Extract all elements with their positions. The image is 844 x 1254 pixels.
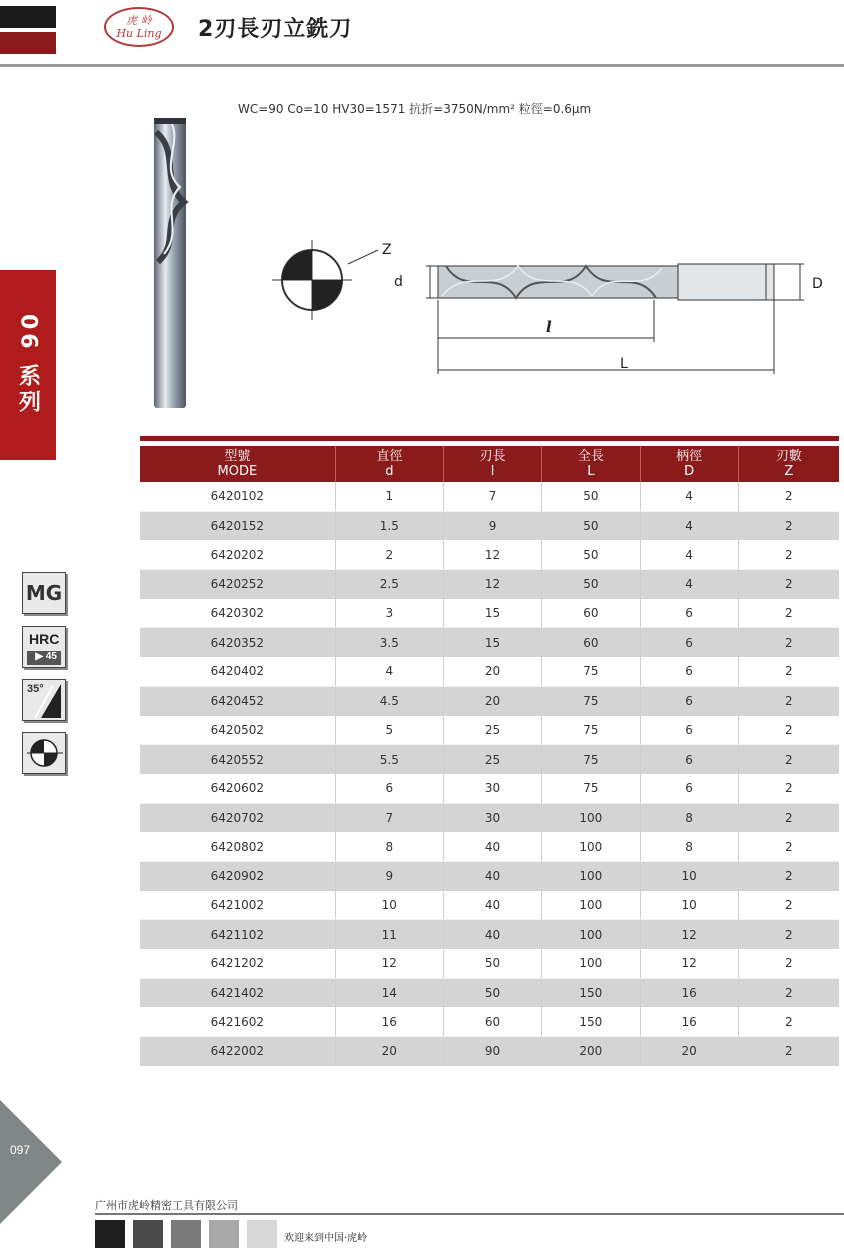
table-cell: 6420402 <box>140 657 335 686</box>
table-cell: 20 <box>335 1037 443 1066</box>
table-row <box>140 920 839 949</box>
table-cell: 40 <box>443 832 541 861</box>
table-cell: 12 <box>443 570 541 599</box>
hrc-value: ▶ 45 <box>27 651 61 665</box>
table-header-row <box>140 446 839 482</box>
table-cell: 25 <box>443 716 541 745</box>
table-cell: 6420902 <box>140 861 335 890</box>
table-cell: 6421102 <box>140 920 335 949</box>
table-row <box>140 1007 839 1036</box>
brand-logo <box>104 7 174 47</box>
table-cell: 6420102 <box>140 482 335 511</box>
table-cell: 6420552 <box>140 745 335 774</box>
label-big-l: L <box>620 356 628 372</box>
table-cell: 11 <box>335 920 443 949</box>
spec-table <box>140 446 839 1066</box>
hrc-label: HRC <box>29 631 60 647</box>
table-row <box>140 774 839 803</box>
table-cell: 2 <box>738 628 839 657</box>
table-cell: 2 <box>738 745 839 774</box>
end-view-icon <box>272 240 378 320</box>
table-cell: 20 <box>443 686 541 715</box>
table-cell: 16 <box>335 1007 443 1036</box>
table-cell: 6420802 <box>140 832 335 861</box>
table-cell: 2 <box>738 861 839 890</box>
table-cell: 100 <box>542 803 640 832</box>
table-cell: 9 <box>443 511 541 540</box>
table-cell: 7 <box>443 482 541 511</box>
table-cell: 8 <box>640 803 738 832</box>
page-number: 097 <box>10 1143 31 1157</box>
table-cell: 2 <box>738 832 839 861</box>
table-cell: 12 <box>443 540 541 569</box>
table-cell: 4 <box>640 570 738 599</box>
side-view-icon <box>426 264 804 374</box>
series-label: 06 系列 <box>15 313 41 417</box>
table-cell: 2 <box>738 774 839 803</box>
table-cell: 2 <box>738 686 839 715</box>
table-cell: 6421002 <box>140 891 335 920</box>
table-cell: 14 <box>335 978 443 1007</box>
swatch-3 <box>171 1220 201 1248</box>
table-cell: 200 <box>542 1037 640 1066</box>
table-row <box>140 570 839 599</box>
col-header-flute-length: 刃長 l <box>443 446 541 482</box>
table-cell: 15 <box>443 599 541 628</box>
header-black-bar <box>0 6 56 28</box>
table-cell: 6420302 <box>140 599 335 628</box>
table-cell: 60 <box>542 599 640 628</box>
table-cell: 1.5 <box>335 511 443 540</box>
table-cell: 9 <box>335 861 443 890</box>
table-cell: 6421202 <box>140 949 335 978</box>
table-cell: 75 <box>542 657 640 686</box>
table-cell: 6421602 <box>140 1007 335 1036</box>
table-cell: 6 <box>640 745 738 774</box>
swatch-1 <box>95 1220 125 1248</box>
table-cell: 50 <box>542 540 640 569</box>
table-cell: 30 <box>443 803 541 832</box>
company-name: 广州市虎岭精密工具有限公司 <box>95 1199 238 1212</box>
table-row <box>140 540 839 569</box>
table-cell: 100 <box>542 832 640 861</box>
series-tab <box>0 270 56 460</box>
header-divider <box>0 64 844 67</box>
table-row <box>140 861 839 890</box>
table-row <box>140 628 839 657</box>
table-row <box>140 1037 839 1066</box>
table-row <box>140 978 839 1007</box>
table-cell: 50 <box>542 570 640 599</box>
table-cell: 60 <box>443 1007 541 1036</box>
logo-latin: Hu Ling <box>116 27 162 40</box>
table-cell: 6 <box>640 628 738 657</box>
table-cell: 6420602 <box>140 774 335 803</box>
table-cell: 5.5 <box>335 745 443 774</box>
table-cell: 150 <box>542 1007 640 1036</box>
table-cell: 2 <box>738 657 839 686</box>
table-cell: 12 <box>640 949 738 978</box>
table-cell: 16 <box>640 978 738 1007</box>
table-cell: 2 <box>738 570 839 599</box>
col-header-shank: 柄徑 D <box>640 446 738 482</box>
table-cell: 8 <box>335 832 443 861</box>
label-big-d: D <box>812 276 823 292</box>
table-row <box>140 716 839 745</box>
material-spec: WC=90 Co=10 HV30=1571 抗折=3750N/mm² 粒徑=0.6μm <box>238 102 592 116</box>
table-cell: 1 <box>335 482 443 511</box>
table-cell: 6420252 <box>140 570 335 599</box>
table-cell: 75 <box>542 686 640 715</box>
table-cell: 2 <box>738 978 839 1007</box>
table-cell: 20 <box>443 657 541 686</box>
table-cell: 6 <box>640 716 738 745</box>
table-row <box>140 949 839 978</box>
table-cell: 4.5 <box>335 686 443 715</box>
table-cell: 2 <box>738 949 839 978</box>
hrc-hardness-icon <box>22 626 66 668</box>
table-row <box>140 891 839 920</box>
footer-divider <box>95 1213 844 1215</box>
table-cell: 4 <box>335 657 443 686</box>
dimension-drawing <box>266 228 826 378</box>
table-row <box>140 599 839 628</box>
table-cell: 2 <box>738 920 839 949</box>
table-cell: 4 <box>640 482 738 511</box>
table-cell: 6420702 <box>140 803 335 832</box>
table-cell: 6 <box>640 657 738 686</box>
swatch-5 <box>247 1220 277 1248</box>
table-cell: 8 <box>640 832 738 861</box>
table-cell: 75 <box>542 716 640 745</box>
col-header-flutes: 刃數 Z <box>738 446 839 482</box>
table-cell: 6 <box>640 599 738 628</box>
table-cell: 6420202 <box>140 540 335 569</box>
swatch-2 <box>133 1220 163 1248</box>
page-title: 2刃長刃立銑刀 <box>198 17 353 42</box>
table-cell: 100 <box>542 920 640 949</box>
table-cell: 6421402 <box>140 978 335 1007</box>
table-cell: 10 <box>335 891 443 920</box>
table-cell: 6 <box>335 774 443 803</box>
table-cell: 50 <box>542 511 640 540</box>
table-cell: 5 <box>335 716 443 745</box>
table-cell: 90 <box>443 1037 541 1066</box>
table-row <box>140 511 839 540</box>
label-small-d: d <box>394 274 403 290</box>
table-cell: 25 <box>443 745 541 774</box>
table-cell: 12 <box>640 920 738 949</box>
table-cell: 6420452 <box>140 686 335 715</box>
table-cell: 7 <box>335 803 443 832</box>
table-cell: 6420502 <box>140 716 335 745</box>
table-cell: 6 <box>640 686 738 715</box>
table-cell: 2 <box>738 1037 839 1066</box>
table-cell: 20 <box>640 1037 738 1066</box>
table-cell: 10 <box>640 891 738 920</box>
table-cell: 2 <box>738 803 839 832</box>
table-cell: 60 <box>542 628 640 657</box>
table-cell: 40 <box>443 891 541 920</box>
page-corner <box>0 1100 62 1224</box>
mg-label: MG <box>25 581 63 605</box>
table-row <box>140 482 839 511</box>
table-cell: 15 <box>443 628 541 657</box>
table-cell: 6 <box>640 774 738 803</box>
table-cell: 100 <box>542 949 640 978</box>
helix-angle-icon <box>22 679 66 721</box>
table-cell: 2 <box>738 1007 839 1036</box>
table-cell: 12 <box>335 949 443 978</box>
table-cell: 2 <box>738 540 839 569</box>
col-header-diameter: 直徑 d <box>335 446 443 482</box>
table-cell: 100 <box>542 861 640 890</box>
table-row <box>140 832 839 861</box>
table-cell: 16 <box>640 1007 738 1036</box>
flat-end-icon <box>22 732 66 774</box>
table-cell: 6422002 <box>140 1037 335 1066</box>
table-cell: 50 <box>542 482 640 511</box>
col-header-model: 型號 MODE <box>140 446 335 482</box>
table-cell: 2 <box>738 482 839 511</box>
table-cell: 30 <box>443 774 541 803</box>
label-z: Z <box>382 242 392 258</box>
col-header-overall-length: 全長 L <box>542 446 640 482</box>
table-top-rule <box>140 436 839 441</box>
table-row <box>140 803 839 832</box>
swatch-4 <box>209 1220 239 1248</box>
table-cell: 4 <box>640 540 738 569</box>
logo-chinese: 虎 岭 <box>126 14 152 27</box>
helix-angle-label: 35° <box>27 683 44 695</box>
table-cell: 75 <box>542 774 640 803</box>
table-cell: 6420352 <box>140 628 335 657</box>
table-cell: 50 <box>443 949 541 978</box>
table-cell: 2 <box>335 540 443 569</box>
table-row <box>140 686 839 715</box>
table-cell: 3 <box>335 599 443 628</box>
table-cell: 3.5 <box>335 628 443 657</box>
header-red-bar <box>0 32 56 54</box>
table-row <box>140 657 839 686</box>
table-cell: 4 <box>640 511 738 540</box>
mg-grade-icon <box>22 572 66 614</box>
table-cell: 50 <box>443 978 541 1007</box>
table-cell: 150 <box>542 978 640 1007</box>
table-cell: 2.5 <box>335 570 443 599</box>
table-body <box>140 482 839 1066</box>
welcome-text: 欢迎来到中国·虎岭 <box>284 1233 368 1244</box>
table-cell: 100 <box>542 891 640 920</box>
label-l: l <box>546 318 552 336</box>
table-cell: 40 <box>443 861 541 890</box>
table-cell: 2 <box>738 716 839 745</box>
table-cell: 2 <box>738 511 839 540</box>
table-cell: 10 <box>640 861 738 890</box>
table-cell: 2 <box>738 891 839 920</box>
table-cell: 40 <box>443 920 541 949</box>
table-cell: 75 <box>542 745 640 774</box>
table-cell: 2 <box>738 599 839 628</box>
table-row <box>140 745 839 774</box>
end-mill-photo <box>140 112 210 412</box>
table-cell: 6420152 <box>140 511 335 540</box>
